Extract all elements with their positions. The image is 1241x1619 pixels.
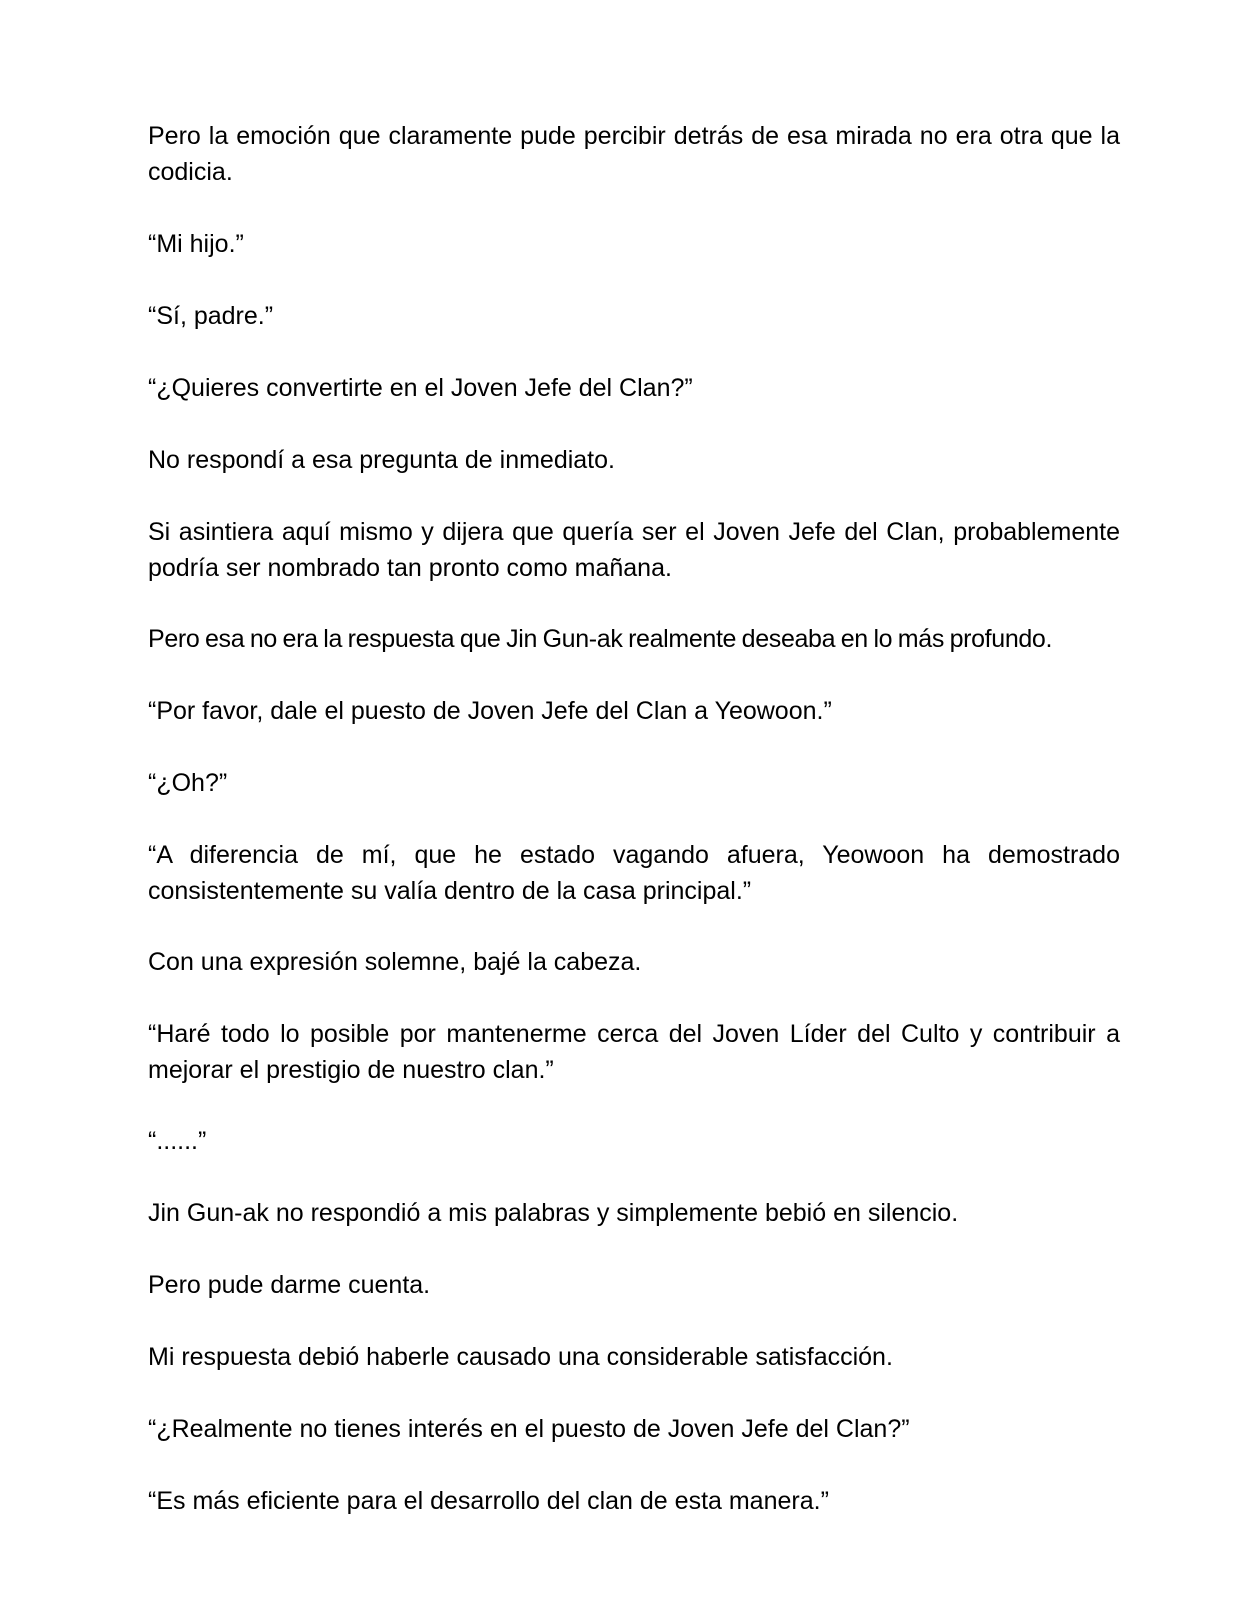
paragraph: Con una expresión solemne, bajé la cabeza. [148,948,642,976]
paragraph: “......” [148,1127,207,1155]
paragraph: “¿Oh?” [148,769,228,797]
paragraph: No respondí a esa pregunta de inmediato. [148,446,615,474]
paragraph: Pero esa no era la respuesta que Jin Gun-ak realmente deseaba en lo más profundo. [148,625,1053,653]
paragraph: “¿Quieres convertirte en el Joven Jefe del Clan?” [148,374,693,402]
paragraph: “Haré todo lo posible por mantenerme cerca del Joven Líder del Culto y contribuir a mejorar el prestigio de nuestro clan.” [148,1020,1120,1084]
paragraph: “Es más eficiente para el desarrollo del clan de esta manera.” [148,1487,829,1515]
paragraph: Mi respuesta debió haberle causado una considerable satisfacción. [148,1343,893,1371]
paragraph: Si asintiera aquí mismo y dijera que quería ser el Joven Jefe del Clan, probablemente podría ser nombrado tan pronto como mañana. [148,518,1120,582]
paragraph: “Sí, padre.” [148,302,274,330]
paragraph: “A diferencia de mí, que he estado vagando afuera, Yeowoon ha demostrado consistentemente su valía dentro de la casa principal.” [148,841,1120,905]
paragraph: Pero pude darme cuenta. [148,1271,431,1299]
paragraph: Jin Gun-ak no respondió a mis palabras y simplemente bebió en silencio. [148,1199,959,1227]
paragraph: “Mi hijo.” [148,230,244,258]
paragraph: Pero la emoción que claramente pude percibir detrás de esa mirada no era otra que la codicia. [148,122,1120,186]
paragraph: “Por favor, dale el puesto de Joven Jefe del Clan a Yeowoon.” [148,697,832,725]
paragraph: “¿Realmente no tienes interés en el puesto de Joven Jefe del Clan?” [148,1415,910,1443]
